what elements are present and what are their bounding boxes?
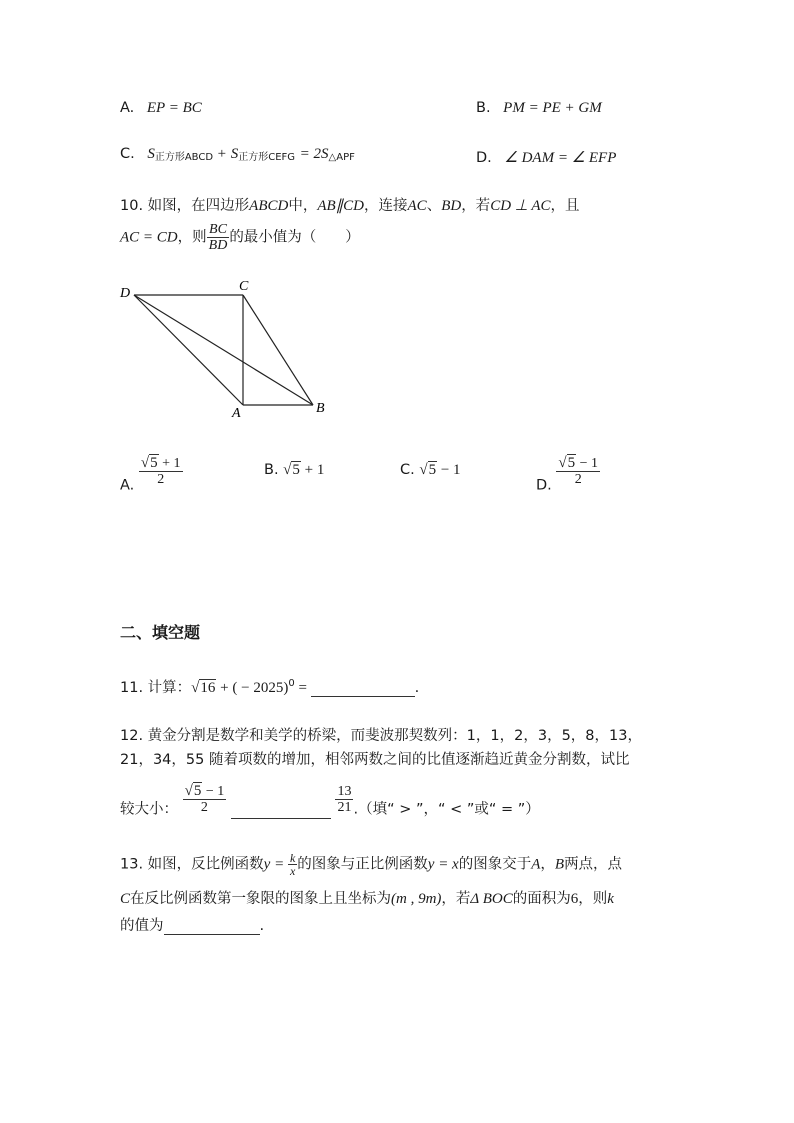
q12-line3 [120, 784, 540, 819]
math: AC = CD [120, 229, 178, 246]
math: y = x [427, 856, 459, 873]
math: 6 [570, 891, 579, 907]
text: + 1 [158, 456, 181, 471]
fraction [288, 852, 297, 877]
text: 在反比例函数第一象限的图象上且坐标为 [130, 891, 392, 907]
math: B [554, 856, 565, 873]
sqrt: √5 [184, 783, 202, 799]
fraction [139, 456, 183, 487]
math: A [531, 856, 541, 873]
numerator [556, 456, 600, 472]
q11 [120, 676, 419, 697]
text: 中， [288, 198, 318, 214]
answer-blank[interactable] [164, 918, 260, 935]
option-label: A. [120, 100, 135, 116]
text: ，连接 [364, 198, 408, 214]
q9-option-a [120, 100, 202, 117]
numerator: k [289, 851, 296, 865]
text: + ( − 2025) [216, 680, 289, 696]
text: 、 [426, 198, 442, 214]
fraction [556, 456, 600, 487]
fraction [183, 784, 227, 815]
numerator: BC [207, 222, 230, 238]
sqrt: √5 [283, 462, 300, 478]
subscript: 正方形ABCD [154, 152, 214, 163]
math: Δ BOC [470, 891, 513, 907]
radicand: 5 [567, 455, 576, 471]
text: 13. 如图，反比例函数 [120, 856, 264, 873]
math-eq: = 2S [299, 146, 329, 162]
text: 的最小值为（ ） [229, 229, 360, 246]
q12-line1: 12. 黄金分割是数学和美学的桥梁，而斐波那契数列：1，1，2，3，5，8，13， [120, 728, 642, 744]
fraction [207, 222, 230, 253]
text: 的值为 [120, 918, 164, 934]
option-label: D. [536, 477, 552, 494]
math: AC [407, 198, 427, 214]
option-text: EP = BC [146, 100, 202, 116]
q9-option-d [476, 148, 616, 167]
answer-blank[interactable] [231, 802, 331, 819]
denominator: 2 [200, 800, 208, 815]
label-b: B [316, 401, 325, 416]
option-label: D. [476, 150, 492, 166]
q10-option-d [536, 456, 600, 494]
math: C [120, 891, 131, 907]
math: BD [441, 198, 462, 214]
radicand: 5 [150, 455, 158, 471]
text: . [259, 918, 265, 934]
text: 的面积为 [512, 891, 571, 907]
segment-da [134, 295, 243, 405]
plus-sign: + [217, 146, 227, 162]
label-a: A [232, 406, 241, 421]
text: − 1 [576, 456, 599, 471]
math-s: S [147, 146, 155, 162]
text: 11. 计算： [120, 680, 192, 696]
sqrt: √5 [419, 462, 437, 478]
text: 较大小： [120, 801, 178, 818]
math-s: S [230, 146, 239, 162]
denominator: 2 [574, 472, 582, 487]
option-label: A. [120, 477, 135, 494]
option-label: C. [120, 146, 135, 162]
sqrt: √16 [191, 680, 216, 696]
text: − 1 [437, 462, 461, 478]
text: 的图象与正比例函数 [297, 856, 428, 873]
math: ABCD [249, 198, 289, 214]
text: ，若 [461, 198, 491, 214]
subscript: 正方形CEFG [238, 152, 296, 163]
option-text: PM = PE + GM [503, 100, 602, 116]
segment-db [134, 295, 313, 405]
exponent: 0 [288, 678, 295, 689]
section-title: 二、填空题 [120, 623, 201, 642]
quadrilateral-diagram [110, 275, 340, 425]
numerator [139, 456, 183, 472]
option-label: C. [400, 462, 415, 478]
q13-line1 [120, 852, 622, 877]
fraction [335, 784, 353, 815]
sqrt: √5 [558, 455, 576, 471]
text: − 1 [202, 784, 225, 799]
denominator: x [289, 864, 296, 878]
text: ，则 [578, 891, 608, 907]
text: .（填“ > ”，“ < ”或“ = ”） [353, 801, 540, 818]
label-d: D [120, 286, 131, 301]
q10-option-c [400, 462, 461, 479]
text: ， [540, 856, 555, 873]
q13-line2 [120, 887, 614, 908]
subscript: △APF [328, 152, 355, 163]
q10-option-b [264, 462, 324, 479]
text: ，且 [550, 198, 580, 214]
q10-line2 [120, 222, 360, 253]
denominator: 2 [157, 472, 165, 487]
denominator: 21 [337, 800, 352, 815]
q9-option-c [120, 146, 355, 163]
math: AB∥CD [317, 198, 365, 214]
text: = [294, 680, 311, 696]
radicand: 5 [193, 783, 202, 799]
text: 两点，点 [564, 856, 623, 873]
text: ，则 [177, 229, 207, 246]
text: . [414, 680, 420, 696]
answer-blank[interactable] [311, 680, 415, 697]
radicand: 5 [428, 462, 437, 478]
radicand: 5 [292, 462, 300, 478]
q12-line2: 21，34，55 随着项数的增加，相邻两数之间的比值逐渐趋近黄金分割数，试比 [120, 752, 630, 768]
numerator [183, 784, 227, 800]
denominator: BD [208, 238, 228, 253]
math: k [607, 891, 614, 907]
q9-option-b [476, 100, 602, 117]
text: 10. 如图，在四边形 [120, 198, 250, 214]
option-label: B. [476, 100, 491, 116]
option-label: B. [264, 462, 279, 478]
numerator: 13 [337, 784, 352, 799]
text: ，若 [441, 891, 471, 907]
text: 的图象交于 [458, 856, 532, 873]
math: CD ⊥ AC [490, 198, 551, 214]
sqrt: √5 [140, 455, 158, 471]
radicand: 16 [200, 680, 216, 696]
q13-line3 [120, 914, 264, 935]
q10-option-a [120, 456, 183, 494]
q10-line1 [120, 194, 580, 215]
segment-cb [243, 295, 313, 405]
math: y = [263, 856, 288, 873]
option-text: ∠ DAM = ∠ EFP [504, 150, 617, 166]
text: + 1 [300, 462, 325, 478]
label-c: C [239, 279, 249, 294]
math: (m , 9m) [391, 891, 442, 907]
